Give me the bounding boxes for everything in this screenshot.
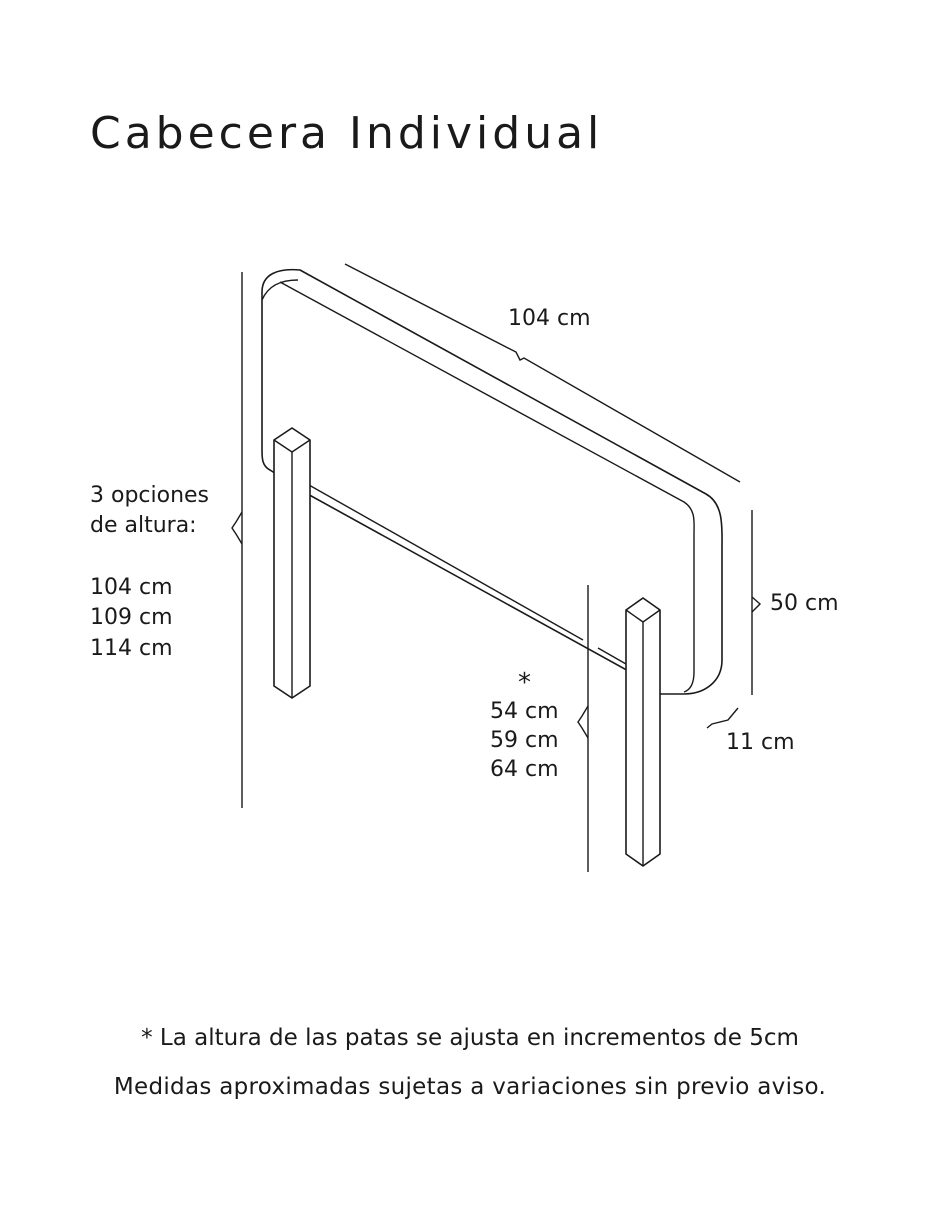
total-height-brace	[232, 512, 242, 544]
depth-label: 11 cm	[726, 730, 795, 755]
panel-height-brace	[752, 597, 760, 612]
leg-height-brace	[578, 706, 588, 738]
footnote-disclaimer: Medidas aproximadas sujetas a variaciones sin previo aviso.	[113, 1074, 827, 1100]
footnote-adjustment: * La altura de las patas se ajusta en incrementos de 5cm	[141, 1025, 799, 1051]
leg-height-option: 54 cm	[490, 699, 559, 724]
height-option: 104 cm	[90, 575, 173, 600]
width-label: 104 cm	[508, 306, 591, 331]
height-option: 114 cm	[90, 636, 173, 661]
height-options-heading-line2: de altura:	[90, 513, 197, 538]
leg-height-option: 64 cm	[490, 757, 559, 782]
leg-height-option: 59 cm	[490, 728, 559, 753]
depth-dimension-mark	[707, 708, 738, 728]
leg-height-asterisk: *	[518, 668, 531, 698]
page-title: Cabecera Individual	[90, 108, 604, 159]
right-leg	[626, 598, 660, 866]
left-leg	[274, 428, 310, 698]
height-options-heading-line1: 3 opciones	[90, 483, 210, 508]
panel-height-label: 50 cm	[770, 591, 839, 616]
height-option: 109 cm	[90, 605, 173, 630]
